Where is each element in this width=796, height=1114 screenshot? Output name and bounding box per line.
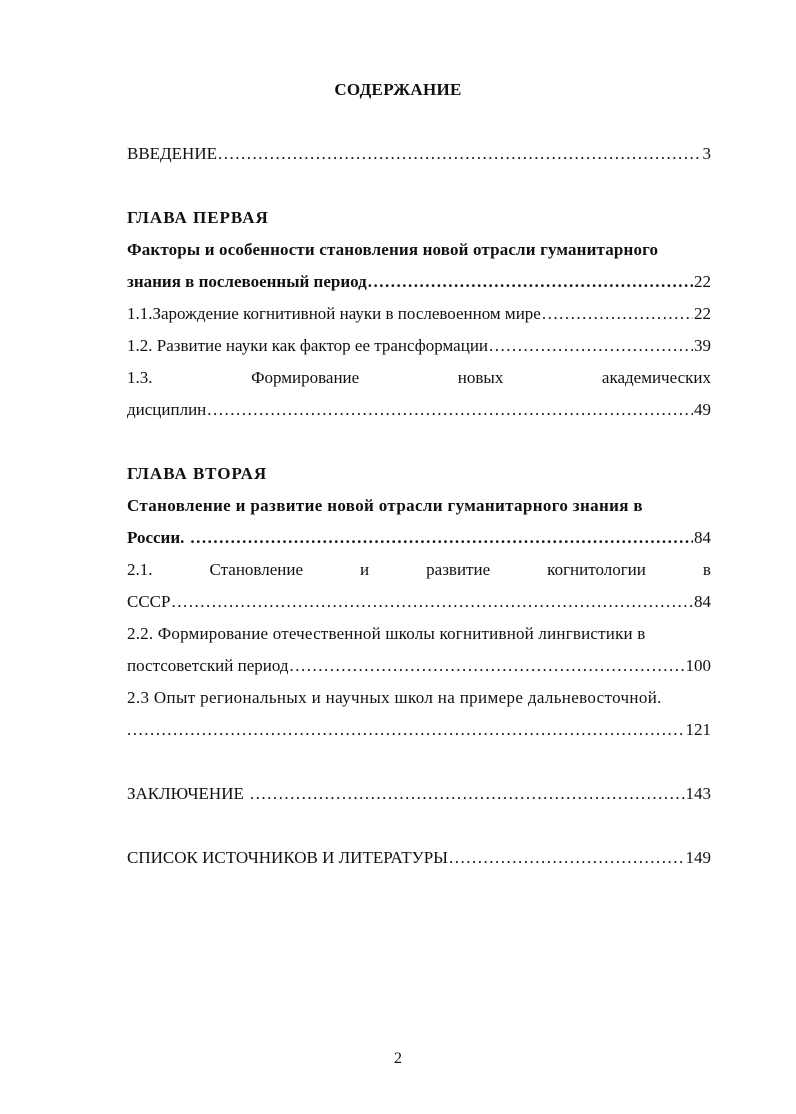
toc-entry-page: 84 [694,528,711,547]
word: новых [457,368,504,387]
word: 1.3. [127,368,153,387]
toc-entry-page: 149 [685,848,711,867]
chapter1-title-line1: Факторы и особенности становления новой отрасли гуманитарного [127,240,659,259]
toc-title: СОДЕРЖАНИЕ [334,80,462,99]
toc-entry-1-3-line1 [127,367,711,389]
dot-leader [250,783,685,805]
toc-entry-page: 84 [694,592,711,611]
chapter1-heading: ГЛАВА ПЕРВАЯ [127,208,269,227]
toc-entry-page: 100 [685,656,711,675]
toc-entry-label: 1.2. Развитие науки как фактор ее трансформации [127,336,489,355]
toc-entry-label: дисциплин [127,400,207,419]
chapter2-heading: ГЛАВА ВТОРАЯ [127,464,268,483]
toc-entry-2-1-line1 [127,559,711,581]
toc-entry-label: знания в послевоенный период [127,272,367,291]
toc-entry-2-3-line1: 2.3 Опыт региональных и научных школ на примере дальневосточной. [127,688,662,707]
toc-entry-2-2 [127,655,711,677]
dot-leader [171,591,693,613]
page-number: 2 [394,1050,402,1067]
toc-entry-2-3 [127,719,711,741]
toc-entry-label: ВВЕДЕНИЕ [127,144,217,163]
toc-entry-label: постсоветский период [127,656,289,675]
toc-entry-1-3 [127,399,711,421]
word: когнитологии [547,560,646,579]
toc-entry-page: 3 [702,144,711,163]
toc-entry-chapter2 [127,527,711,549]
dot-leader [290,655,685,677]
dot-leader [190,527,693,549]
toc-entry-page: 22 [694,272,711,291]
toc-entry-page: 49 [694,400,711,419]
toc-entry-chapter1 [127,271,711,293]
dot-leader [449,847,685,869]
toc-entry-intro [127,143,711,165]
toc-entry-sources [127,847,711,869]
toc-entry-1-2 [127,335,711,357]
toc-entry-label: ЗАКЛЮЧЕНИЕ [127,784,244,803]
toc-entry-2-2-line1: 2.2. Формирование отечественной школы когнитивной лингвистики в [127,624,646,643]
word: в [702,560,711,579]
toc-entry-label: СПИСОК ИСТОЧНИКОВ И ЛИТЕРАТУРЫ [127,848,448,867]
word: Формирование [251,368,360,387]
dot-leader [489,335,693,357]
word: академических [601,368,711,387]
dot-leader [207,399,693,421]
dot-leader [368,271,693,293]
chapter2-title-line1: Становление и развитие новой отрасли гуманитарного знания в [127,496,643,515]
toc-entry-conclusion [127,783,711,805]
word: 2.1. [127,560,153,579]
toc-entry-label: СССР [127,592,171,611]
toc-entry-1-1 [127,303,711,325]
toc-entry-2-1 [127,591,711,613]
word: развитие [426,560,491,579]
toc-entry-page: 143 [685,784,711,803]
toc-entry-label: России. [127,528,185,547]
dot-leader [542,303,693,325]
toc-entry-page: 39 [694,336,711,355]
word: и [360,560,370,579]
word: Становление [209,560,303,579]
toc-entry-page: 22 [694,304,711,323]
toc-entry-label: 1.1.Зарождение когнитивной науки в послевоенном мире [127,304,541,323]
dot-leader [218,143,702,165]
dot-leader [127,719,685,741]
toc-entry-page: 121 [685,720,711,739]
